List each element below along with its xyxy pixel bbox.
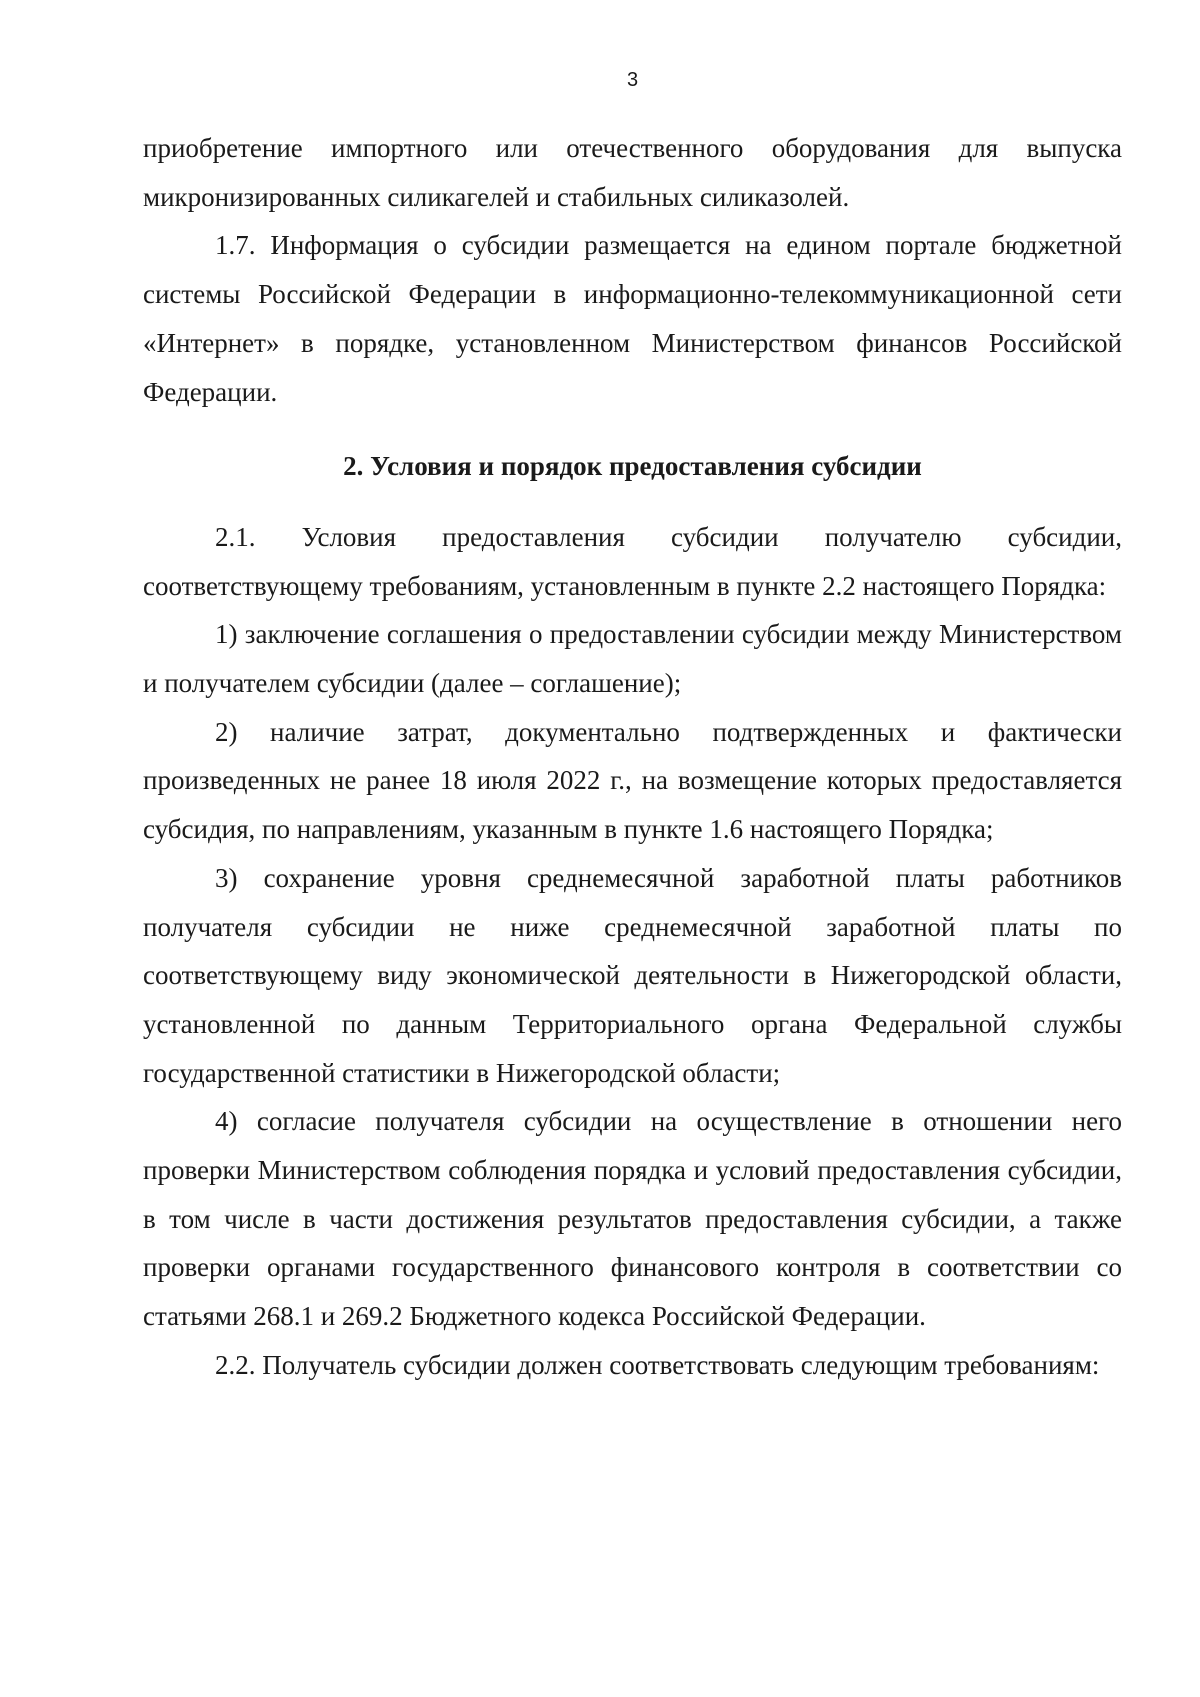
- section-heading-2: 2. Условия и порядок предоставления субсидии: [343, 451, 922, 482]
- list-item-1: 1) заключение соглашения о предоставлении субсидии между Министерством и получателем субсидии (далее – соглашение);: [143, 619, 1122, 699]
- list-item-3: 3) сохранение уровня среднемесячной заработной платы работников получателя субсидии не ниже среднемесячной заработной платы по соответствующему виду экономической деятельности в Нижегородской области, установленной по данным Территориального органа Федеральной службы государственной статистики в Нижегородской области;: [143, 862, 1122, 1088]
- document-body: [143, 124, 1122, 1390]
- list-item-2: 2) наличие затрат, документально подтвержденных и фактически произведенных не ранее 18 июля 2022 г., на возмещение которых предоставляется субсидия, по направлениям, указанным в пункте 1.6 настоящего Порядка;: [143, 716, 1122, 845]
- paragraph-continuation: приобретение импортного или отечественного оборудования для выпуска микронизированных силикагелей и стабильных силиказолей.: [143, 133, 1122, 212]
- paragraph-2-2: 2.2. Получатель субсидии должен соответствовать следующим требованиям:: [215, 1349, 1100, 1380]
- list-item-4: 4) согласие получателя субсидии на осуществление в отношении него проверки Министерством соблюдения порядка и условий предоставления субсидии, в том числе в части достижения результатов предоставления субсидии, а также проверки органами государственного финансового контроля в соответствии со статьями 268.1 и 269.2 Бюджетного кодекса Российской Федерации.: [143, 1106, 1122, 1332]
- page-number: 3: [626, 69, 639, 91]
- paragraph-1-7: 1.7. Информация о субсидии размещается на едином портале бюджетной системы Российской Федерации в информационно-телекоммуникационной сети «Интернет» в порядке, установленном Министерством финансов Российской Федерации.: [143, 230, 1122, 407]
- paragraph-2-1: 2.1. Условия предоставления субсидии получателю субсидии, соответствующему требованиям, установленным в пункте 2.2 настоящего Порядка:: [143, 521, 1122, 601]
